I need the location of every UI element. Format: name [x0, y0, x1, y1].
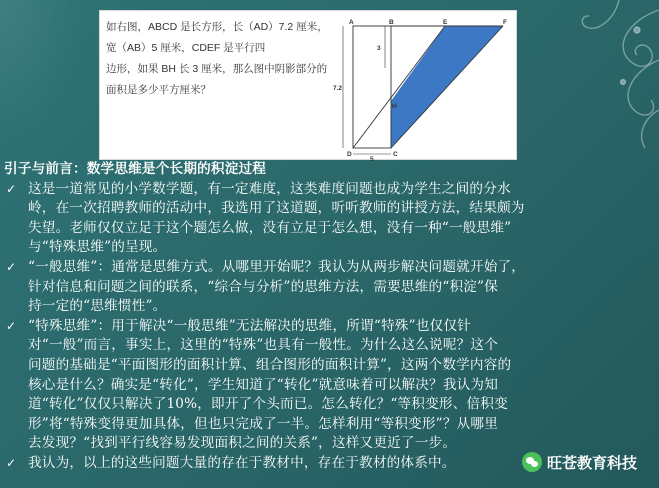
- bullet-line: 失望。老师仅仅立足于这个题怎么做，没有立足于怎么想，没有一种“一般思维”: [28, 219, 512, 236]
- dimension-dc: 5: [370, 156, 374, 163]
- bullet-line: 与“特殊思维”的呈现。: [28, 239, 167, 256]
- dimension-bh: 3: [377, 45, 381, 52]
- bullet-line: 这是一道常见的小学数学题，有一定难度，这类难度问题也成为学生之间的分水: [28, 180, 511, 197]
- bullet-line: “特殊思维”：用于解决“一般思维”无法解决的思维，所谓“特殊”也仅仅针: [28, 317, 471, 334]
- label-e: E: [443, 19, 448, 26]
- bullet-line: 对“一般”而言，事实上，这里的“特殊”也具有一般性。为什么这么说呢？这个: [28, 337, 498, 354]
- geometry-figure: [333, 16, 509, 163]
- problem-card: [99, 10, 517, 163]
- problem-line: 如右图，ABCD 是长方形，长（AD）7.2 厘米，宽（AB）5 厘米，CDEF 是平行四: [106, 21, 328, 54]
- bullet-line: 问题的基础是“平面图形的面积计算、组合图形的面积计算”，这两个数学内容的: [28, 356, 512, 373]
- bullet-line: 核心是什么？确实是“转化”，学生知道了“转化”就意味着可以解决？我认为知: [28, 376, 498, 393]
- bullet-item: [4, 180, 654, 258]
- bullet-line: 持一定的“思维惯性”。: [28, 298, 167, 315]
- label-b: B: [389, 19, 394, 26]
- watermark-text: 旺苍教育科技: [547, 453, 638, 472]
- swirl-ornament-icon: [519, 0, 659, 150]
- watermark: [522, 449, 637, 475]
- bullet-line: 道“转化”仅仅只解决了10%，即开了个头而已。怎么转化？“等积变形、倍积变: [28, 396, 508, 413]
- check-mark-icon: ✓: [6, 455, 17, 470]
- check-mark-icon: ✓: [6, 181, 17, 196]
- check-mark-icon: ✓: [6, 318, 17, 333]
- bullet-line: 我认为，以上的这些问题大量的存在于教材中，存在于教材的体系中。: [28, 454, 456, 471]
- bullet-item: [4, 258, 654, 317]
- label-h: H: [392, 103, 397, 110]
- bullet-line: 形”将“特殊变得更加具体，但也只完成了一半。怎样利用“等积变形”？从哪里: [28, 415, 498, 432]
- bullet-line: 针对信息和问题之间的联系，“综合与分析”的思维方法，需要思维的“积淀”保: [28, 278, 498, 295]
- corner-decoration: [0, 0, 90, 150]
- slide-body: [4, 160, 654, 474]
- problem-line: 边形，如果 BH 长 3 厘米，那么图中阴影部分的: [106, 63, 328, 75]
- label-c: C: [393, 151, 398, 158]
- label-d: D: [347, 151, 352, 158]
- label-f: F: [503, 19, 507, 26]
- problem-line: 面积是多少平方厘米？: [106, 84, 211, 96]
- bullet-item: [4, 317, 654, 454]
- wechat-logo-icon: [522, 452, 542, 472]
- bullet-line: 去发现？“找到平行线容易发现面积之间的关系”，这样又更近了一步。: [28, 435, 457, 452]
- check-mark-icon: ✓: [6, 259, 17, 274]
- problem-statement: [106, 17, 332, 101]
- bullet-line: 岭，在一次招聘教师的活动中，我选用了这道题，听听教师的讲授方法，结果颇为: [28, 200, 525, 217]
- bullet-line: “一般思维”：通常是思维方式。从哪里开始呢？我认为从两步解决问题就开始了，: [28, 258, 526, 275]
- section-heading: 引子与前言：数学思维是个长期的积淀过程: [4, 161, 267, 177]
- dimension-ad: 7.2: [333, 85, 343, 92]
- label-a: A: [349, 19, 354, 26]
